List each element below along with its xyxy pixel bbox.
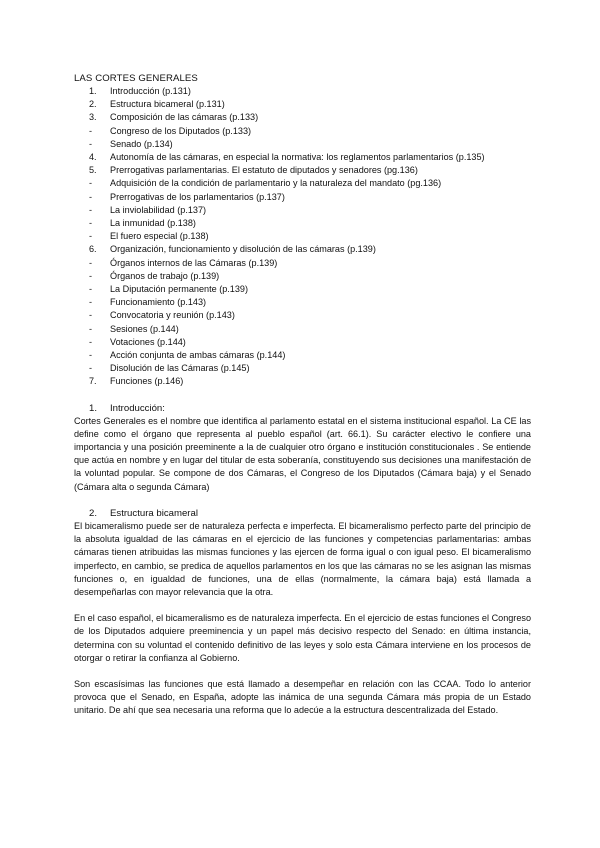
toc-marker: - <box>89 270 93 281</box>
section-title: Estructura bicameral <box>110 507 198 519</box>
toc-text: El fuero especial (p.138) <box>110 231 209 242</box>
toc-item <box>74 362 531 375</box>
toc-text: Introducción (p.131) <box>110 86 191 96</box>
toc-marker: - <box>89 138 93 149</box>
toc-text: Prerrogativas parlamentarias. El estatuto de diputados y senadores (pg.136) <box>110 165 418 176</box>
toc-marker: - <box>89 350 93 361</box>
paragraph-spacer <box>74 665 531 678</box>
toc-text: Congreso de los Diputados (p.133) <box>110 125 252 136</box>
toc-item <box>74 349 531 362</box>
toc-text: La inmunidad (p.138) <box>110 218 196 229</box>
toc-item <box>74 375 531 388</box>
toc-text: Estructura bicameral (p.131) <box>110 99 225 110</box>
toc-text: Funcionamiento (p.143) <box>110 297 207 308</box>
toc-text: Órganos de trabajo (p.139) <box>110 270 220 281</box>
toc-item <box>74 151 531 164</box>
section-marker: 1. <box>89 402 98 414</box>
toc-text: Disolución de las Cámaras (p.145) <box>110 363 250 374</box>
toc-item <box>74 296 531 309</box>
toc-item <box>74 336 531 349</box>
paragraph-bicameralismo: El bicameralismo puede ser de naturaleza perfecta e imperfecta. El bicameralismo perfecto parte del principio de la absoluta igualdad de las cámaras en el ejercicio de las funciones y competencias parlamentarias: ambas cámaras tienen atribuidas las mismas funciones y las ejercen de forma igual o con igual peso. El bicameralismo imperfecto, en cambio, se predica de aquellos parlamentos en los que las cámaras no se les asignan las mismas funciones o, en igualdad de funciones, una de ellas (normalmente, la cámara baja) está llamada a desempeñarlas con mayor relevancia que la otra. <box>74 520 531 597</box>
toc-marker: - <box>89 336 93 347</box>
paragraph-spacer <box>74 599 531 612</box>
toc-marker: - <box>89 191 93 202</box>
toc-item <box>74 85 531 98</box>
toc-marker: 2. <box>89 99 97 110</box>
toc-text: Sesiones (p.144) <box>110 323 179 334</box>
toc-marker: - <box>89 363 93 374</box>
toc-marker: 4. <box>89 152 97 163</box>
paragraph-caso-espanol: En el caso español, el bicameralismo es de naturaleza imperfecta. En el ejercicio de estas funciones el Congreso de los Diputados adquiere preeminencia y un papel más decisivo respecto del Senado: en última instancia, determina con su voluntad el contenido definitivo de las leyes y solo esta Cámara interviene en los procesos de otorgar o retirar la confianza al Gobierno. <box>74 613 531 663</box>
toc-marker: - <box>89 297 93 308</box>
toc-text: Funciones (p.146) <box>110 376 184 387</box>
toc-marker: - <box>89 218 93 229</box>
toc-marker: - <box>89 178 93 189</box>
toc-text: Composición de las cámaras (p.133) <box>110 112 259 123</box>
toc-item <box>74 309 531 322</box>
toc-marker: - <box>89 231 93 242</box>
toc-item <box>74 98 531 111</box>
toc-item <box>74 270 531 283</box>
toc-text: Acción conjunta de ambas cámaras (p.144) <box>110 350 286 361</box>
toc-text: Prerrogativas de los parlamentarios (p.137) <box>110 191 285 202</box>
toc-item <box>74 164 531 177</box>
section-title: Introducción: <box>110 402 165 414</box>
toc-text: Convocatoria y reunión (p.143) <box>110 310 235 321</box>
toc-text: Autonomía de las cámaras, en especial la normativa: los reglamentos parlamentarios (p.135) <box>110 152 485 163</box>
toc-item <box>74 243 531 256</box>
toc-marker: 1. <box>89 86 97 96</box>
toc-text: Órganos internos de las Cámaras (p.139) <box>110 257 278 268</box>
toc-marker: 3. <box>89 112 97 123</box>
toc-marker: - <box>89 257 93 268</box>
toc-marker: - <box>89 323 93 334</box>
toc-item <box>74 191 531 204</box>
toc-item <box>74 323 531 336</box>
toc-marker: - <box>89 310 93 321</box>
toc-item <box>74 257 531 270</box>
toc-item <box>74 125 531 138</box>
toc-item <box>74 217 531 230</box>
toc-text: Votaciones (p.144) <box>110 336 186 347</box>
table-of-contents <box>74 85 531 389</box>
toc-item <box>74 138 531 151</box>
toc-marker: 6. <box>89 244 97 255</box>
section-heading-introduccion <box>74 402 531 415</box>
toc-text: Senado (p.134) <box>110 138 173 149</box>
toc-item <box>74 283 531 296</box>
toc-item <box>74 204 531 217</box>
toc-marker: 5. <box>89 165 97 176</box>
toc-marker: - <box>89 284 93 295</box>
toc-text: La Diputación permanente (p.139) <box>110 284 249 295</box>
toc-item <box>74 111 531 124</box>
section-marker: 2. <box>89 507 98 519</box>
toc-marker: 7. <box>89 376 97 387</box>
section-heading-estructura-bicameral <box>74 507 531 520</box>
toc-text: Organización, funcionamiento y disolución de las cámaras (p.139) <box>110 244 376 255</box>
toc-text: Adquisición de la condición de parlamentario y la naturaleza del mandato (pg.136) <box>110 178 442 189</box>
paragraph-introduccion: Cortes Generales es el nombre que identifica al parlamento estatal en el sistema institucional español. La CE las define como el órgano que representa al pueblo español (art. 66.1). Su carácter electivo le confiere una importancia y una posición preeminente a la de cualquier otro órgano e institución constitucionales . Se entiende que actúa en nombre y en lugar del titular de esta soberanía, constituyendo sus decisiones una manifestación de la voluntad popular. Se compone de dos Cámaras, el Congreso de los Diputados (Cámara baja) y el Senado (Cámara alta o segunda Cámara) <box>74 415 531 492</box>
document-page <box>74 72 531 718</box>
toc-marker: - <box>89 204 93 215</box>
toc-text: La inviolabilidad (p.137) <box>110 204 207 215</box>
document-title: LAS CORTES GENERALES <box>74 73 198 84</box>
toc-item <box>74 230 531 243</box>
paragraph-ccaa: Son escasísimas las funciones que está llamado a desempeñar en relación con las CCAA. Todo lo anterior provoca que el Senado, en España, adopte las inámica de una segunda Cámara más propia de un Estado unitario. De ahí que sea necesaria una reforma que lo adecúe a la estructura descentralizada del Estado. <box>74 678 531 716</box>
toc-item <box>74 177 531 190</box>
toc-marker: - <box>89 125 93 136</box>
